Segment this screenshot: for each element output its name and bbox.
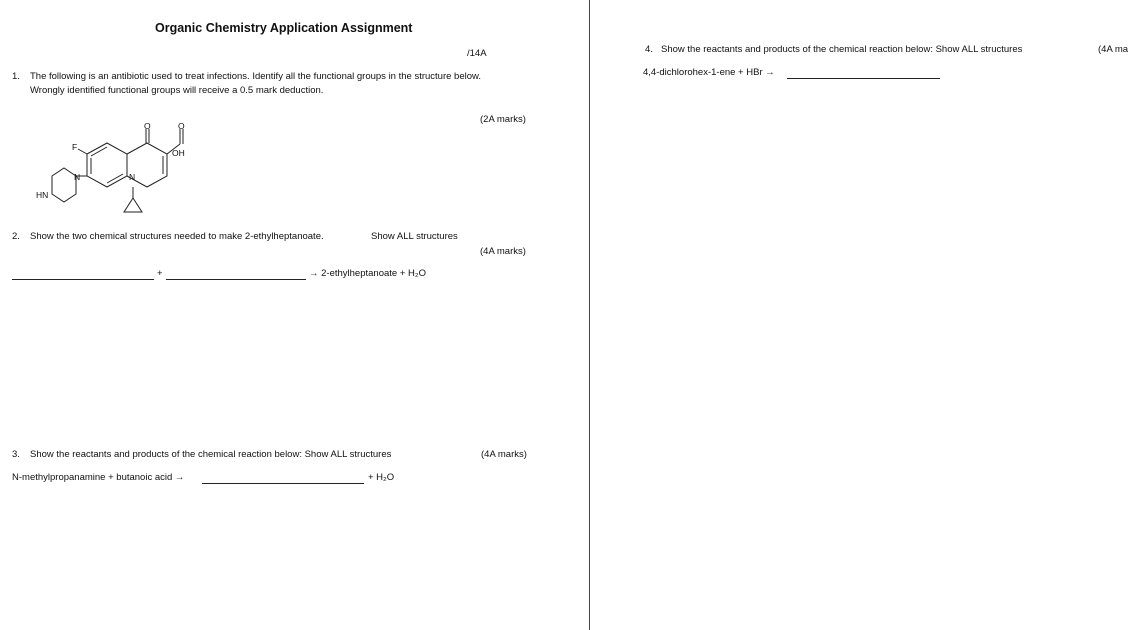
q2-product: → 2-ethylheptanoate + H₂O (309, 268, 426, 279)
total-marks: /14A (467, 48, 487, 59)
amine-label: HN (36, 190, 49, 200)
piperazine-ring (52, 168, 76, 202)
q2-answer-blank-1[interactable] (12, 279, 154, 280)
hydroxyl-label: OH (172, 148, 185, 158)
q3-answer-blank[interactable] (202, 483, 364, 484)
q3-reaction: N-methylpropanamine + butanoic acid → (12, 472, 185, 483)
q4-number: 4. (645, 44, 653, 55)
page-title: Organic Chemistry Application Assignment (155, 21, 413, 35)
q3-number: 3. (12, 449, 20, 460)
q3-text: Show the reactants and products of the chemical reaction below: Show ALL structures (30, 449, 392, 460)
ring-nitrogen-label: N (129, 172, 136, 182)
cyclopropyl-ring (124, 198, 142, 212)
page-divider (589, 0, 590, 630)
antibiotic-structure (30, 118, 200, 218)
q1-marks: (2A marks) (480, 114, 526, 125)
piperazine-nitrogen-label: N (74, 172, 81, 182)
q2-answer-blank-2[interactable] (166, 279, 306, 280)
q3-marks: (4A marks) (481, 449, 527, 460)
q2-marks: (4A marks) (480, 246, 526, 257)
q1-number: 1. (12, 71, 20, 82)
q3-product: + H₂O (368, 472, 395, 483)
q4-answer-blank[interactable] (787, 78, 940, 79)
q1-text-line1: The following is an antibiotic used to treat infections. Identify all the functional groups in the structure below. (30, 71, 481, 82)
q2-number: 2. (12, 231, 20, 242)
q2-plus: + (157, 268, 163, 279)
q4-marks: (4A ma (1098, 44, 1129, 55)
benzene-ring (87, 143, 127, 187)
fluorine-label: F (72, 142, 78, 152)
q1-text-line2: Wrongly identified functional groups will receive a 0.5 mark deduction. (30, 85, 324, 96)
q2-text: Show the two chemical structures needed to make 2-ethylheptanoate. (30, 231, 324, 242)
q2-note: Show ALL structures (371, 231, 458, 242)
q4-text: Show the reactants and products of the chemical reaction below: Show ALL structures (661, 44, 1023, 55)
q4-reaction: 4,4-dichlorohex-1-ene + HBr → (643, 67, 775, 78)
acid-oxygen-label: O (178, 121, 185, 131)
ketone-oxygen-label: O (144, 121, 151, 131)
